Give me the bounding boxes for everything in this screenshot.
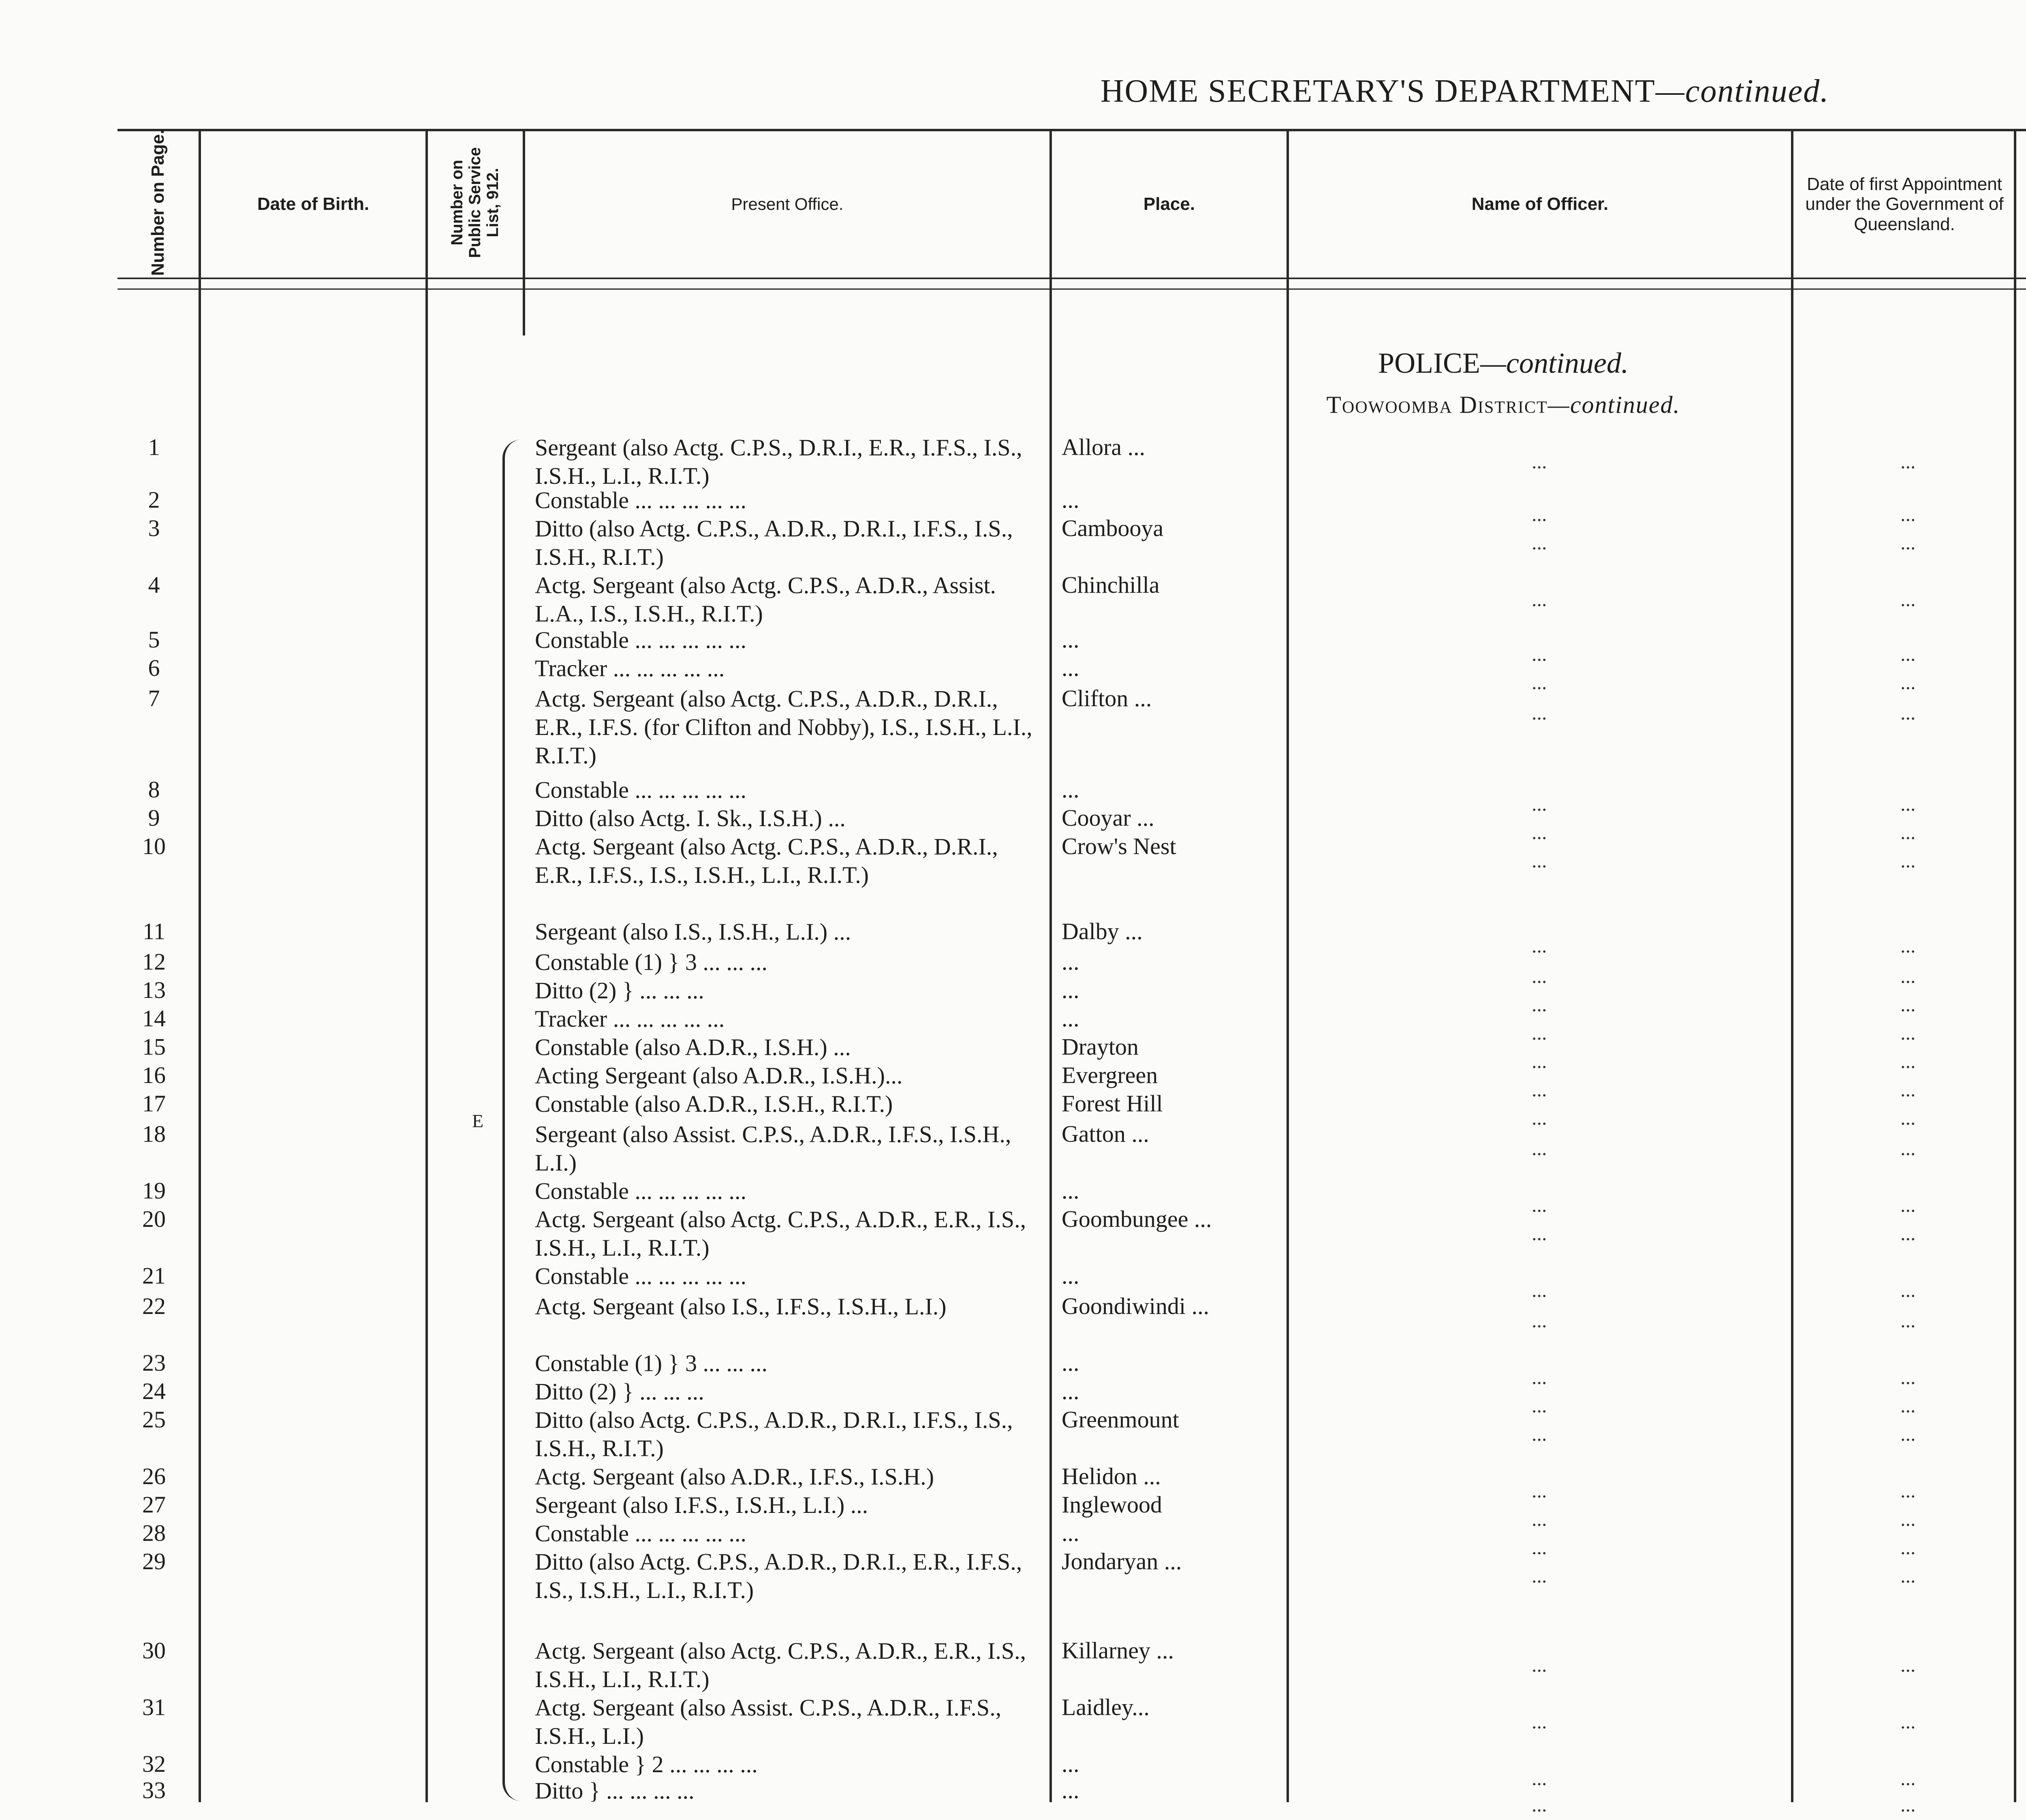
row-present-office: Actg. Sergeant (also Actg. C.P.S., A.D.R., D.R.I., E.R., I.F.S. (for Clifton and Nobby), I.S., I.S.H., L.I., R.I.T.) bbox=[535, 686, 1032, 769]
row-present-office: Tracker ... ... ... ... ... bbox=[535, 1006, 725, 1032]
row-number: 29 bbox=[142, 1548, 166, 1574]
row-number: 14 bbox=[142, 1005, 166, 1032]
row-first-appointment-dots: ... bbox=[1900, 1767, 1916, 1790]
row-first-appointment-dots: ... bbox=[1900, 1423, 1916, 1445]
row-number: 26 bbox=[142, 1463, 166, 1489]
row-first-appointment-dots: ... bbox=[1900, 1279, 1916, 1301]
row-present-office: Constable (1) } 3 ... ... ... bbox=[535, 1350, 767, 1376]
header-present-office: Present Office. bbox=[731, 194, 844, 214]
header-name-of-officer: Name of Officer. bbox=[1471, 194, 1609, 214]
row-first-appointment-dots: ... bbox=[1900, 531, 1916, 554]
row-number: 33 bbox=[142, 1777, 166, 1803]
row-place: Greenmount bbox=[1062, 1406, 1179, 1433]
row-present-office: Actg. Sergeant (also Assist. C.P.S., A.D.R., I.F.S., I.S.H., L.I.) bbox=[535, 1694, 1002, 1749]
district-title-text: Toowoomba District bbox=[1326, 391, 1548, 418]
row-present-office: Actg. Sergeant (also A.D.R., I.F.S., I.S.H.) bbox=[535, 1463, 934, 1490]
row-first-appointment-dots: ... bbox=[1900, 934, 1916, 957]
row-place: Forest Hill bbox=[1062, 1090, 1163, 1117]
row-place: ... bbox=[1062, 1378, 1079, 1404]
header-date-of-birth: Date of Birth. bbox=[257, 194, 370, 214]
col-rule-1 bbox=[199, 129, 201, 1802]
row-present-office: Constable ... ... ... ... ... bbox=[535, 1178, 746, 1204]
row-number: 30 bbox=[142, 1637, 166, 1664]
row-place: Clifton ... bbox=[1062, 685, 1152, 711]
row-number: 21 bbox=[142, 1262, 166, 1289]
table-header-rule-2 bbox=[118, 288, 2026, 290]
row-place: Drayton bbox=[1062, 1034, 1139, 1060]
header-number-on-page: Number on Page. bbox=[147, 129, 168, 276]
row-place: ... bbox=[1062, 626, 1079, 653]
row-present-office: Ditto (also Actg. C.P.S., A.D.R., D.R.I., I.F.S., I.S., I.S.H., R.I.T.) bbox=[535, 515, 1013, 570]
row-present-office: Constable (1) } 3 ... ... ... bbox=[535, 949, 767, 975]
row-number: 31 bbox=[142, 1694, 166, 1720]
row-present-office: Constable (also A.D.R., I.S.H., R.I.T.) bbox=[535, 1091, 893, 1117]
row-present-office: Actg. Sergeant (also Actg. C.P.S., A.D.R., D.R.I., E.R., I.F.S., I.S., I.S.H., L.I., R.I.T.) bbox=[535, 833, 998, 888]
col-rule-7 bbox=[2014, 129, 2016, 1802]
row-first-appointment-dots: ... bbox=[1900, 503, 1916, 525]
row-number: 28 bbox=[142, 1520, 166, 1546]
row-name-dots: ... bbox=[1532, 503, 1547, 525]
row-place: ... bbox=[1062, 1350, 1079, 1376]
header-public-service-number: Number on Public Service List, 912. bbox=[448, 147, 502, 258]
row-name-dots: ... bbox=[1532, 1366, 1547, 1388]
row-number: 27 bbox=[142, 1491, 166, 1518]
row-present-office: Constable ... ... ... ... ... bbox=[535, 627, 746, 653]
section-title bbox=[1378, 346, 1628, 380]
row-number: 25 bbox=[142, 1406, 166, 1433]
row-number: 5 bbox=[148, 626, 160, 653]
row-present-office: Ditto (2) } ... ... ... bbox=[535, 977, 704, 1004]
row-place: Goondiwindi ... bbox=[1062, 1293, 1210, 1319]
row-number: 32 bbox=[142, 1751, 166, 1777]
col-rule-4 bbox=[1049, 129, 1052, 1802]
row-name-dots: ... bbox=[1532, 1309, 1547, 1332]
row-place: ... bbox=[1062, 487, 1079, 513]
row-number: 10 bbox=[142, 833, 166, 859]
row-number: 6 bbox=[148, 655, 160, 681]
page-title-suffix: —continued. bbox=[1655, 73, 1829, 109]
row-place: Killarney ... bbox=[1062, 1637, 1174, 1664]
row-present-office: Actg. Sergeant (also Actg. C.P.S., A.D.R., E.R., I.S., I.S.H., L.I., R.I.T.) bbox=[535, 1638, 1026, 1692]
row-place: Crow's Nest bbox=[1062, 833, 1176, 859]
header-date-first-appointment: Date of first Appointment under the Government of Queensland. bbox=[1805, 174, 2004, 234]
row-name-dots: ... bbox=[1532, 1194, 1547, 1216]
header-place: Place. bbox=[1143, 194, 1195, 214]
page-title bbox=[0, 73, 2026, 110]
row-first-appointment-dots: ... bbox=[1900, 1508, 1916, 1530]
row-number: 3 bbox=[148, 515, 160, 541]
row-name-dots: ... bbox=[1532, 1222, 1547, 1245]
header-date-appointment-present bbox=[2016, 131, 2026, 277]
row-first-appointment-dots: ... bbox=[1900, 1564, 1916, 1587]
row-number: 8 bbox=[148, 776, 160, 803]
row-first-appointment-dots: ... bbox=[1900, 1078, 1916, 1101]
row-present-office: Tracker ... ... ... ... ... bbox=[535, 655, 725, 681]
row-number: 7 bbox=[148, 685, 160, 711]
row-name-dots: ... bbox=[1532, 1394, 1547, 1417]
row-first-appointment-dots: ... bbox=[1900, 1536, 1916, 1559]
row-place: ... bbox=[1062, 1262, 1079, 1289]
row-place: Gatton ... bbox=[1062, 1121, 1149, 1147]
row-place: Inglewood bbox=[1062, 1491, 1163, 1518]
table-header-rule bbox=[118, 278, 2026, 279]
page-title-text: HOME SECRETARY'S DEPARTMENT bbox=[1100, 73, 1656, 109]
row-name-dots: ... bbox=[1532, 531, 1547, 554]
row-first-appointment-dots: ... bbox=[1900, 849, 1916, 872]
row-name-dots: ... bbox=[1532, 1564, 1547, 1587]
brace-letter: E bbox=[472, 1111, 484, 1131]
row-name-dots: ... bbox=[1532, 671, 1547, 694]
row-place: Cooyar ... bbox=[1062, 805, 1154, 831]
row-name-dots: ... bbox=[1532, 701, 1547, 724]
row-place: Goombungee ... bbox=[1062, 1206, 1212, 1232]
row-number: 11 bbox=[143, 918, 165, 944]
row-name-dots: ... bbox=[1532, 1050, 1547, 1072]
row-name-dots: ... bbox=[1532, 1423, 1547, 1445]
row-name-dots: ... bbox=[1532, 1508, 1547, 1530]
row-present-office: Constable ... ... ... ... ... bbox=[535, 487, 746, 513]
row-first-appointment-dots: ... bbox=[1900, 793, 1916, 815]
row-number: 13 bbox=[142, 977, 166, 1003]
row-place: Helidon ... bbox=[1062, 1463, 1161, 1489]
row-number: 18 bbox=[142, 1121, 166, 1147]
col-rule-6 bbox=[1791, 129, 1793, 1802]
col-rule-2 bbox=[425, 129, 428, 1802]
section-title-text: POLICE bbox=[1378, 347, 1481, 379]
row-name-dots: ... bbox=[1532, 450, 1547, 473]
row-present-office: Constable (also A.D.R., I.S.H.) ... bbox=[535, 1034, 851, 1060]
row-number: 12 bbox=[142, 948, 166, 975]
row-name-dots: ... bbox=[1532, 1137, 1547, 1160]
row-number: 20 bbox=[142, 1206, 166, 1232]
row-first-appointment-dots: ... bbox=[1900, 450, 1916, 473]
row-place: Chinchilla bbox=[1062, 572, 1160, 598]
row-name-dots: ... bbox=[1532, 821, 1547, 844]
row-number: 16 bbox=[142, 1062, 166, 1088]
row-present-office: Actg. Sergeant (also Actg. C.P.S., A.D.R., Assist. L.A., I.S., I.S.H., R.I.T.) bbox=[535, 572, 996, 627]
row-name-dots: ... bbox=[1532, 1021, 1547, 1044]
row-number: 22 bbox=[142, 1293, 166, 1319]
row-name-dots: ... bbox=[1532, 588, 1547, 611]
row-name-dots: ... bbox=[1532, 1710, 1547, 1733]
row-present-office: Actg. Sergeant (also I.S., I.F.S., I.S.H., L.I.) bbox=[535, 1293, 947, 1320]
row-name-dots: ... bbox=[1532, 1536, 1547, 1559]
row-name-dots: ... bbox=[1532, 643, 1547, 665]
row-place: Cambooya bbox=[1062, 515, 1164, 541]
row-present-office: Actg. Sergeant (also Actg. C.P.S., A.D.R., E.R., I.S., I.S.H., L.I., R.I.T.) bbox=[535, 1206, 1026, 1261]
row-present-office: Constable ... ... ... ... ... bbox=[535, 1263, 746, 1289]
row-first-appointment-dots: ... bbox=[1900, 588, 1916, 611]
row-present-office: Constable ... ... ... ... ... bbox=[535, 1520, 746, 1547]
row-first-appointment-dots: ... bbox=[1900, 1309, 1916, 1332]
row-present-office: Sergeant (also I.S., I.S.H., L.I.) ... bbox=[535, 919, 851, 945]
row-number: 17 bbox=[142, 1090, 166, 1117]
row-first-appointment-dots: ... bbox=[1900, 965, 1916, 987]
row-number: 15 bbox=[142, 1034, 166, 1060]
row-name-dots: ... bbox=[1532, 993, 1547, 1016]
section-title-suffix: —continued. bbox=[1480, 347, 1628, 379]
row-present-office: Ditto (also Actg. I. Sk., I.S.H.) ... bbox=[535, 805, 846, 831]
row-first-appointment-dots: ... bbox=[1900, 1222, 1916, 1245]
row-name-dots: ... bbox=[1532, 1279, 1547, 1301]
row-present-office: Sergeant (also I.F.S., I.S.H., L.I.) ... bbox=[535, 1492, 868, 1518]
row-first-appointment-dots: ... bbox=[1900, 1793, 1916, 1816]
row-name-dots: ... bbox=[1532, 1793, 1547, 1816]
row-present-office: Constable } 2 ... ... ... ... bbox=[535, 1751, 758, 1777]
row-place: Dalby ... bbox=[1062, 918, 1143, 944]
district-title-suffix: —continued. bbox=[1547, 391, 1680, 418]
row-first-appointment-dots: ... bbox=[1900, 993, 1916, 1016]
row-first-appointment-dots: ... bbox=[1900, 1710, 1916, 1733]
row-number: 24 bbox=[142, 1378, 166, 1404]
row-present-office: Acting Sergeant (also A.D.R., I.S.H.)... bbox=[535, 1062, 903, 1089]
row-first-appointment-dots: ... bbox=[1900, 671, 1916, 694]
row-first-appointment-dots: ... bbox=[1900, 1479, 1916, 1502]
row-place: ... bbox=[1062, 977, 1079, 1003]
row-name-dots: ... bbox=[1532, 1078, 1547, 1101]
row-first-appointment-dots: ... bbox=[1900, 1021, 1916, 1044]
row-name-dots: ... bbox=[1532, 793, 1547, 815]
row-name-dots: ... bbox=[1532, 1107, 1547, 1129]
row-place: Evergreen bbox=[1062, 1062, 1158, 1088]
row-name-dots: ... bbox=[1532, 1653, 1547, 1676]
row-place: ... bbox=[1062, 1520, 1079, 1546]
row-first-appointment-dots: ... bbox=[1900, 643, 1916, 665]
row-first-appointment-dots: ... bbox=[1900, 1366, 1916, 1388]
row-name-dots: ... bbox=[1532, 849, 1547, 872]
row-number: 9 bbox=[148, 805, 160, 831]
table-brace bbox=[502, 440, 521, 1801]
row-place: ... bbox=[1062, 1751, 1079, 1777]
row-place: ... bbox=[1062, 655, 1079, 681]
row-first-appointment-dots: ... bbox=[1900, 821, 1916, 844]
row-present-office: Ditto (also Actg. C.P.S., A.D.R., D.R.I., I.F.S., I.S., I.S.H., R.I.T.) bbox=[535, 1407, 1013, 1461]
row-place: ... bbox=[1062, 776, 1079, 803]
row-place: Laidley... bbox=[1062, 1694, 1150, 1720]
row-place: Allora ... bbox=[1062, 434, 1146, 460]
row-first-appointment-dots: ... bbox=[1900, 701, 1916, 724]
row-first-appointment-dots: ... bbox=[1900, 1394, 1916, 1417]
row-number: 2 bbox=[148, 487, 160, 513]
row-first-appointment-dots: ... bbox=[1900, 1137, 1916, 1160]
row-first-appointment-dots: ... bbox=[1900, 1653, 1916, 1676]
row-place: ... bbox=[1062, 1005, 1079, 1032]
row-number: 23 bbox=[142, 1350, 166, 1376]
row-name-dots: ... bbox=[1532, 965, 1547, 987]
row-name-dots: ... bbox=[1532, 1479, 1547, 1502]
row-number: 1 bbox=[148, 434, 160, 460]
district-title bbox=[1326, 391, 1680, 419]
row-present-office: Sergeant (also Assist. C.P.S., A.D.R., I.F.S., I.S.H., L.I.) bbox=[535, 1121, 1011, 1176]
row-place: Jondaryan ... bbox=[1062, 1548, 1182, 1574]
row-present-office: Ditto (2) } ... ... ... bbox=[535, 1378, 704, 1405]
row-place: ... bbox=[1062, 1177, 1079, 1204]
row-name-dots: ... bbox=[1532, 934, 1547, 957]
row-present-office: Ditto } ... ... ... ... bbox=[535, 1777, 695, 1804]
row-number: 4 bbox=[148, 572, 160, 598]
row-present-office: Constable ... ... ... ... ... bbox=[535, 777, 746, 803]
row-number: 19 bbox=[142, 1177, 166, 1204]
row-name-dots: ... bbox=[1532, 1767, 1547, 1790]
row-first-appointment-dots: ... bbox=[1900, 1194, 1916, 1216]
row-first-appointment-dots: ... bbox=[1900, 1050, 1916, 1072]
row-first-appointment-dots: ... bbox=[1900, 1107, 1916, 1129]
row-place: ... bbox=[1062, 948, 1079, 975]
row-place: ... bbox=[1062, 1777, 1079, 1803]
row-present-office: Ditto (also Actg. C.P.S., A.D.R., D.R.I., E.R., I.F.S., I.S., I.S.H., L.I., R.I.T.) bbox=[535, 1549, 1022, 1603]
row-present-office: Sergeant (also Actg. C.P.S., D.R.I., E.R., I.F.S., I.S., I.S.H., L.I., R.I.T.) bbox=[535, 434, 1022, 489]
